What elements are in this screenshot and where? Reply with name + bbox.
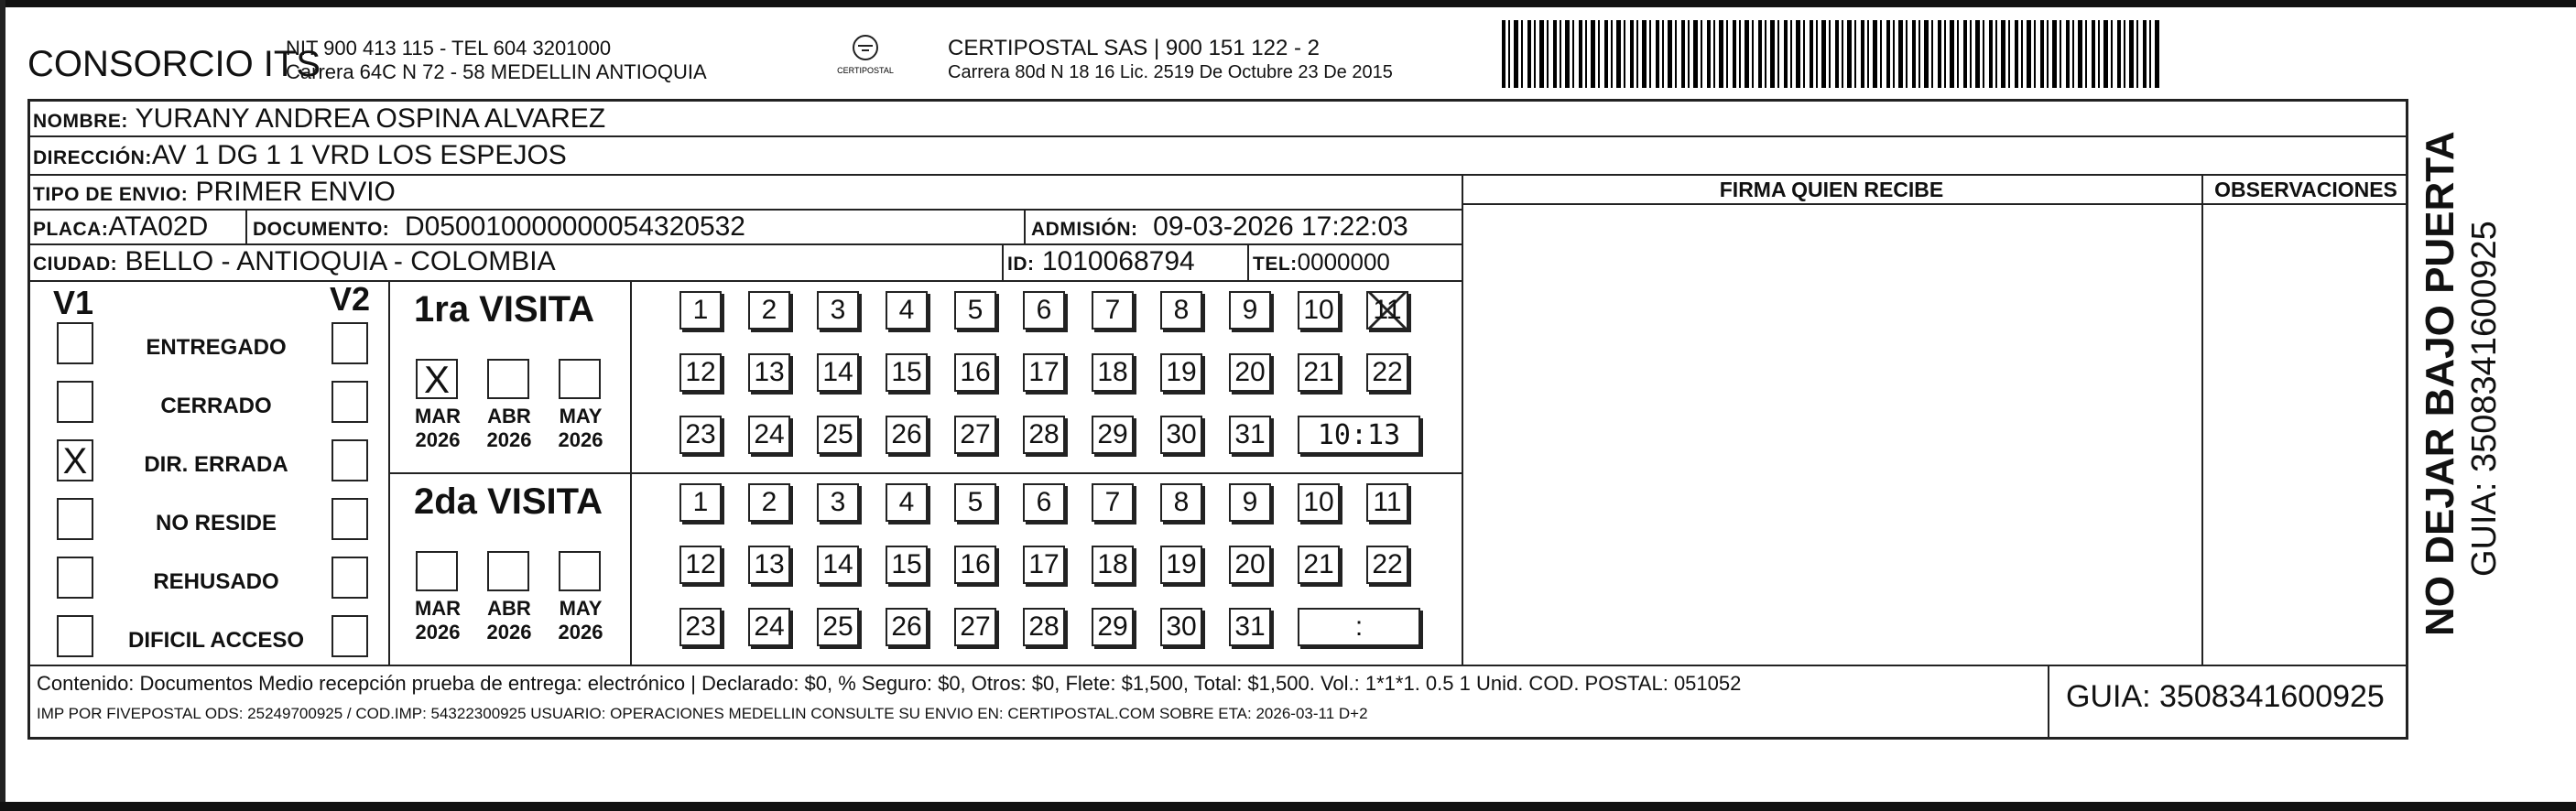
day-box[interactable]: 25 xyxy=(817,608,859,646)
day-box[interactable]: 11 xyxy=(1366,291,1408,330)
v2-checkbox[interactable] xyxy=(332,381,368,423)
day-box[interactable]: 23 xyxy=(679,416,722,454)
company-nit: NIT 900 413 115 - TEL 604 3201000 xyxy=(286,37,612,59)
day-box[interactable]: 3 xyxy=(817,483,859,522)
day-box[interactable]: 6 xyxy=(1023,291,1065,330)
certipostal-logo xyxy=(829,33,902,79)
month-checkbox[interactable] xyxy=(416,551,458,591)
col-line xyxy=(2048,665,2049,740)
row-line xyxy=(27,280,1463,282)
month-checkbox[interactable] xyxy=(559,359,601,399)
day-box[interactable]: 30 xyxy=(1160,608,1202,646)
direccion-field: DIRECCIÓN:AV 1 DG 1 1 VRD LOS ESPEJOS xyxy=(33,140,567,170)
carrier-name: CERTIPOSTAL SAS | 900 151 122 - 2 xyxy=(948,36,1320,60)
day-box[interactable]: 8 xyxy=(1160,483,1202,522)
firma-header: FIRMA QUIEN RECIBE xyxy=(1719,178,1944,201)
month-label xyxy=(553,597,608,644)
day-box[interactable]: 30 xyxy=(1160,416,1202,454)
placa-field: PLACA:ATA02D xyxy=(33,211,209,242)
day-box[interactable]: 24 xyxy=(748,608,790,646)
day-box[interactable]: 22 xyxy=(1366,353,1408,392)
day-box[interactable]: 20 xyxy=(1229,546,1271,584)
day-box[interactable]: 10 xyxy=(1298,291,1340,330)
day-box[interactable]: 3 xyxy=(817,291,859,330)
col-line xyxy=(1002,243,1004,280)
day-box[interactable]: 31 xyxy=(1229,416,1271,454)
month-year: 2026 xyxy=(415,621,461,643)
day-box[interactable]: 9 xyxy=(1229,291,1271,330)
left-edge xyxy=(0,0,5,811)
day-box[interactable]: 10 xyxy=(1298,483,1340,522)
day-box[interactable]: 27 xyxy=(954,608,996,646)
month-label xyxy=(410,597,465,644)
day-box[interactable]: 4 xyxy=(886,291,928,330)
month-name: MAY xyxy=(559,405,603,427)
v1-checkbox[interactable] xyxy=(57,498,93,540)
day-box[interactable]: 8 xyxy=(1160,291,1202,330)
row-line xyxy=(27,174,2408,176)
day-box[interactable]: 2 xyxy=(748,483,790,522)
day-box[interactable]: 6 xyxy=(1023,483,1065,522)
status-option-label: DIFICIL ACCESO xyxy=(127,628,304,653)
day-box[interactable]: 4 xyxy=(886,483,928,522)
day-box[interactable]: 2 xyxy=(748,291,790,330)
day-box[interactable]: 7 xyxy=(1092,483,1134,522)
day-box[interactable]: 14 xyxy=(817,353,859,392)
col-line xyxy=(245,209,247,243)
status-option-label: NO RESIDE xyxy=(155,511,277,535)
col-line xyxy=(1024,209,1026,243)
time-box[interactable]: : xyxy=(1298,608,1420,646)
v2-checkbox[interactable] xyxy=(332,498,368,540)
day-box[interactable]: 1 xyxy=(679,483,722,522)
visit-title: 2da VISITA xyxy=(414,481,603,522)
bottom-edge xyxy=(0,802,2576,811)
day-box[interactable]: 26 xyxy=(886,608,928,646)
day-box[interactable]: 28 xyxy=(1023,608,1065,646)
month-checkbox[interactable]: X xyxy=(416,359,458,399)
day-box[interactable]: 5 xyxy=(954,291,996,330)
day-box[interactable]: 31 xyxy=(1229,608,1271,646)
day-box[interactable]: 25 xyxy=(817,416,859,454)
day-box[interactable]: 19 xyxy=(1160,353,1202,392)
day-box[interactable]: 18 xyxy=(1092,353,1134,392)
month-year: 2026 xyxy=(558,428,603,451)
month-name: MAY xyxy=(559,597,603,620)
status-option-label: DIR. ERRADA xyxy=(144,452,288,477)
footer-imp: IMP POR FIVEPOSTAL ODS: 25249700925 / COD.IMP: 54322300925 USUARIO: OPERACIONES MEDELLIN CONSULTE SU ENVIO EN: CERTIPOSTAL.COM SOBRE ETA: 2026-03-11 D+2 xyxy=(37,705,1368,722)
side-guia: GUIA: 3508341600925 xyxy=(2465,221,2504,577)
day-box[interactable]: 29 xyxy=(1092,608,1134,646)
observaciones-header: OBSERVACIONES xyxy=(2214,178,2397,201)
month-label xyxy=(482,405,537,452)
id-field: ID: 1010068794 xyxy=(1007,246,1195,276)
day-box[interactable]: 21 xyxy=(1298,353,1340,392)
month-year: 2026 xyxy=(486,428,532,451)
day-box[interactable]: 7 xyxy=(1092,291,1134,330)
col-head-line xyxy=(1462,203,2408,205)
day-box[interactable]: 27 xyxy=(954,416,996,454)
day-box[interactable]: 15 xyxy=(886,353,928,392)
day-box[interactable]: 1 xyxy=(679,291,722,330)
day-box[interactable]: 5 xyxy=(954,483,996,522)
status-option-label: REHUSADO xyxy=(153,569,279,594)
day-box[interactable]: 22 xyxy=(1366,546,1408,584)
month-year: 2026 xyxy=(415,428,461,451)
v2-checkbox[interactable] xyxy=(332,439,368,481)
svg-text:CERTIPOSTAL: CERTIPOSTAL xyxy=(837,66,894,75)
documento-field: DOCUMENTO: D050010000000054320532 xyxy=(253,211,745,242)
status-option-label: CERRADO xyxy=(160,394,272,418)
admision-field: ADMISIÓN: 09-03-2026 17:22:03 xyxy=(1031,211,1408,242)
month-name: MAR xyxy=(414,405,462,427)
day-box[interactable]: 17 xyxy=(1023,546,1065,584)
day-box[interactable]: 23 xyxy=(679,608,722,646)
company-name: CONSORCIO ITS xyxy=(27,44,321,84)
day-box[interactable]: 17 xyxy=(1023,353,1065,392)
no-dejar-bajo-puerta: NO DEJAR BAJO PUERTA xyxy=(2418,131,2462,636)
nombre-field: NOMBRE: YURANY ANDREA OSPINA ALVAREZ xyxy=(33,103,606,134)
v2-checkbox[interactable] xyxy=(332,557,368,599)
time-box[interactable]: 10:13 xyxy=(1298,416,1420,454)
day-box[interactable]: 18 xyxy=(1092,546,1134,584)
month-label xyxy=(553,405,608,452)
footer-guia: GUIA: 3508341600925 xyxy=(2066,679,2385,714)
day-box[interactable]: 12 xyxy=(679,353,722,392)
day-box[interactable]: 21 xyxy=(1298,546,1340,584)
v2-checkbox[interactable] xyxy=(332,322,368,364)
month-label xyxy=(482,597,537,644)
v1-label: V1 xyxy=(53,284,94,321)
barcode xyxy=(1502,20,2161,88)
col-line xyxy=(1247,243,1249,280)
day-box[interactable]: 13 xyxy=(748,546,790,584)
month-checkbox[interactable] xyxy=(559,551,601,591)
day-box[interactable]: 16 xyxy=(954,546,996,584)
day-box[interactable]: 9 xyxy=(1229,483,1271,522)
row-line xyxy=(388,472,1463,474)
month-year: 2026 xyxy=(486,621,532,643)
company-address: Carrera 64C N 72 - 58 MEDELLIN ANTIOQUIA xyxy=(286,60,707,83)
month-name: MAR xyxy=(414,597,462,620)
col-line xyxy=(2201,174,2203,665)
month-name: ABR xyxy=(487,405,531,427)
v1-checkbox[interactable] xyxy=(57,381,93,423)
ciudad-field: CIUDAD: BELLO - ANTIOQUIA - COLOMBIA xyxy=(33,246,556,276)
day-box[interactable]: 20 xyxy=(1229,353,1271,392)
row-line xyxy=(27,665,2408,666)
month-checkbox[interactable] xyxy=(487,551,529,591)
tipo-envio-field: TIPO DE ENVIO: PRIMER ENVIO xyxy=(33,177,396,207)
day-box[interactable]: 13 xyxy=(748,353,790,392)
top-edge xyxy=(0,0,2576,7)
day-box[interactable]: 15 xyxy=(886,546,928,584)
day-box[interactable]: 24 xyxy=(748,416,790,454)
month-year: 2026 xyxy=(558,621,603,643)
day-box[interactable]: 14 xyxy=(817,546,859,584)
day-box[interactable]: 29 xyxy=(1092,416,1134,454)
v1-checkbox[interactable]: X xyxy=(57,439,93,481)
col-line xyxy=(1462,174,1463,665)
day-box[interactable]: 11 xyxy=(1366,483,1408,522)
v1-checkbox[interactable] xyxy=(57,557,93,599)
day-box[interactable]: 19 xyxy=(1160,546,1202,584)
carrier-address: Carrera 80d N 18 16 Lic. 2519 De Octubre 23 De 2015 xyxy=(948,62,1393,82)
day-box[interactable]: 12 xyxy=(679,546,722,584)
status-option-label: ENTREGADO xyxy=(146,335,287,360)
v2-checkbox[interactable] xyxy=(332,615,368,657)
v2-label: V2 xyxy=(330,280,371,318)
day-box[interactable]: 28 xyxy=(1023,416,1065,454)
day-box[interactable]: 16 xyxy=(954,353,996,392)
tel-field: TEL:0000000 xyxy=(1253,248,1390,276)
month-checkbox[interactable] xyxy=(487,359,529,399)
day-box[interactable]: 26 xyxy=(886,416,928,454)
v1-checkbox[interactable] xyxy=(57,615,93,657)
month-name: ABR xyxy=(487,597,531,620)
month-label xyxy=(410,405,465,452)
footer-content: Contenido: Documentos Medio recepción prueba de entrega: electrónico | Declarado: $0, % Seguro: $0, Otros: $0, Flete: $1,500, Total: $1,500. Vol.: 1*1*1. 0.5 1 Unid. COD. POSTAL: 051052 xyxy=(37,672,1742,695)
visit-title: 1ra VISITA xyxy=(414,289,595,330)
v1-checkbox[interactable] xyxy=(57,322,93,364)
